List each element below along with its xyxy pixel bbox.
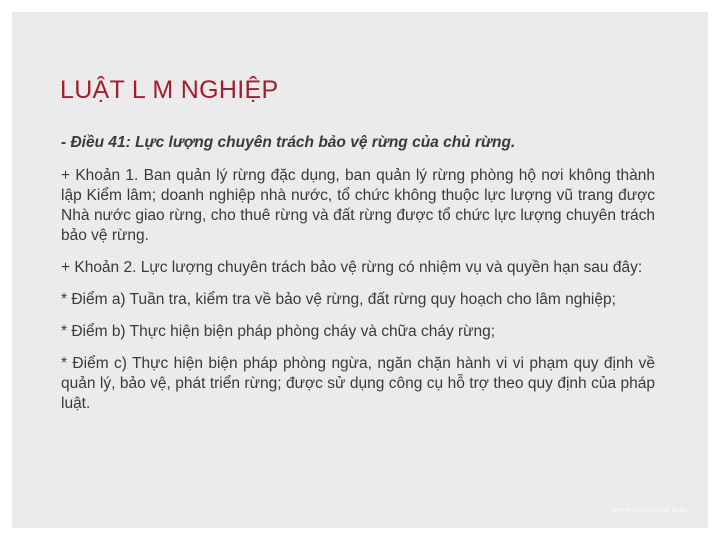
slide-title: LUẬT L M NGHIỆP: [60, 76, 279, 104]
article-heading: - Điều 41: Lực lượng chuyên trách bảo vệ rừng của chủ rừng.: [61, 134, 516, 151]
slide-body: [61, 133, 655, 426]
clause-2-paragraph: + Khoản 2. Lực lượng chuyên trách bảo vệ rừng có nhiệm vụ và quyền hạn sau đây:: [61, 259, 643, 276]
point-a-paragraph: * Điểm a) Tuần tra, kiểm tra về bảo vệ rừng, đất rừng quy hoạch cho lâm nghiệp;: [61, 291, 616, 308]
point-b-paragraph: * Điểm b) Thực hiện biện pháp phòng cháy và chữa cháy rừng;: [61, 323, 496, 340]
footer-watermark: PPT PHOTO COLOR HERE: [612, 508, 688, 514]
clause-1-paragraph: + Khoản 1. Ban quản lý rừng đặc dụng, ban quản lý rừng phòng hộ nơi không thành lập Kiểm lâm; doanh nghiệp nhà nước, tổ chức không thuộc lực lượng vũ trang được Nhà nước giao rừng, cho thuê rừng và đất rừng được tổ chức lực lượng chuyên trách bảo vệ rừng.: [61, 167, 655, 244]
slide: [12, 12, 708, 528]
point-c-paragraph: * Điểm c) Thực hiện biện pháp phòng ngừa, ngăn chặn hành vi vi phạm quy định về quản lý, bảo vệ, phát triển rừng; được sử dụng công cụ hỗ trợ theo quy định của pháp luật.: [61, 355, 655, 412]
